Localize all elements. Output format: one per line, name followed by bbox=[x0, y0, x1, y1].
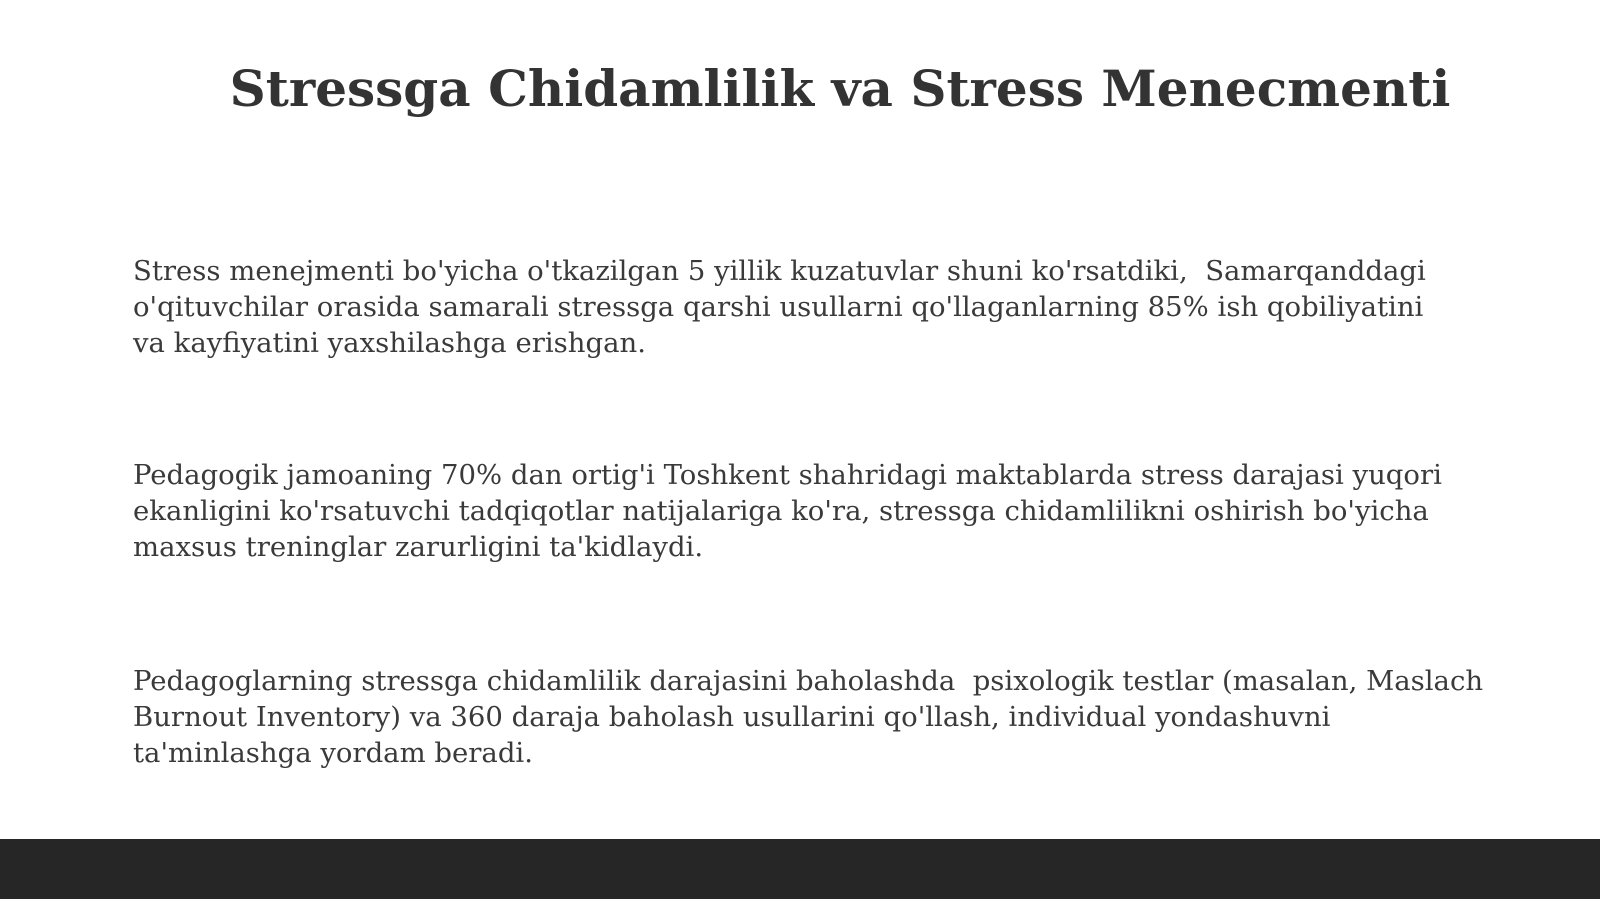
paragraph-1-line-2: o'qituvchilar orasida samarali stressga qarshi usullarni qo'llaganlarning 85% ish qobiliyatini bbox=[133, 291, 1424, 323]
footer-bar bbox=[0, 839, 1600, 899]
paragraph-1 bbox=[133, 253, 1553, 361]
slide-title: Stressga Chidamlilik va Stress Menecmenti bbox=[229, 59, 1451, 118]
paragraph-2-line-2: ekanligini ko'rsatuvchi tadqiqotlar natijalariga ko'ra, stressga chidamlilikni oshirish bo'yicha bbox=[133, 495, 1429, 527]
paragraph-3-line-3: ta'minlashga yordam beradi. bbox=[133, 737, 533, 769]
paragraph-3 bbox=[133, 663, 1553, 771]
paragraph-3-line-1: Pedagoglarning stressga chidamlilik darajasini baholashda psixologik testlar (masalan, Maslach bbox=[133, 665, 1484, 697]
paragraph-2 bbox=[133, 457, 1553, 565]
paragraph-2-line-1: Pedagogik jamoaning 70% dan ortig'i Toshkent shahridagi maktablarda stress darajasi yuqori bbox=[133, 459, 1442, 491]
paragraph-1-line-3: va kayfiyatini yaxshilashga erishgan. bbox=[133, 327, 646, 359]
paragraph-1-line-1: Stress menejmenti bo'yicha o'tkazilgan 5 yillik kuzatuvlar shuni ko'rsatdiki, Samarqanddagi bbox=[133, 255, 1426, 287]
paragraph-3-line-2: Burnout Inventory) va 360 daraja baholash usullarini qo'llash, individual yondashuvni bbox=[133, 701, 1331, 733]
paragraph-2-line-3: maxsus treninglar zarurligini ta'kidlaydi. bbox=[133, 531, 704, 563]
